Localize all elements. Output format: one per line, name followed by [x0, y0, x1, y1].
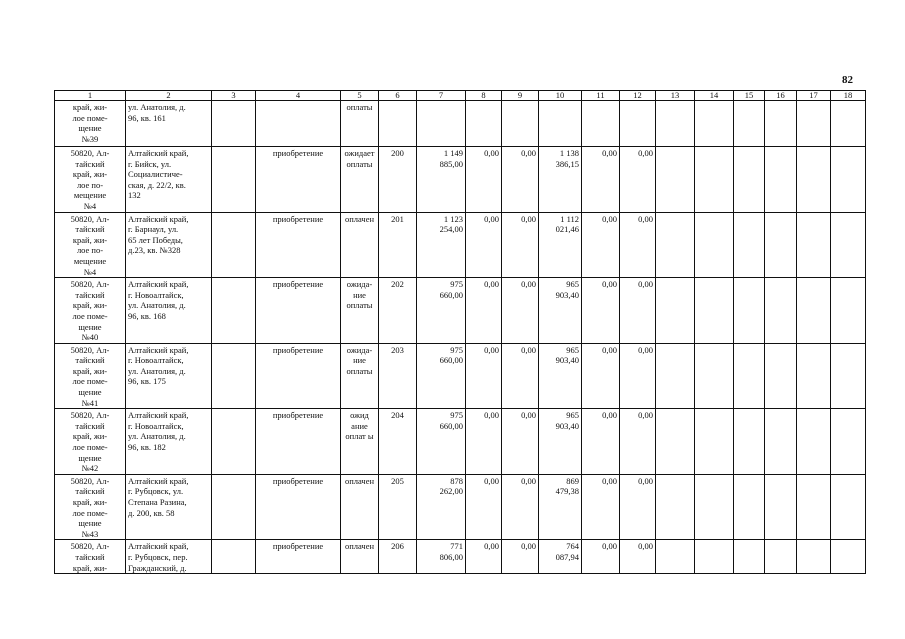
amount-cell: [417, 147, 466, 213]
cell-text: 0,00: [521, 344, 536, 355]
status-cell: [341, 212, 379, 278]
cell-text: Алтайский край, г. Бийск, ул. Социалистиче- ская, д. 22/2, кв. 132: [128, 148, 189, 201]
empty-cell: [695, 474, 734, 540]
amount-cell: [539, 212, 582, 278]
cell-text: ожида- ние оплаты: [346, 279, 373, 311]
operation-cell: [256, 343, 341, 409]
empty-cell: [797, 540, 831, 574]
cell-text: 0,00: [521, 475, 536, 486]
empty-cell: [831, 147, 866, 213]
empty-cell: [831, 540, 866, 574]
empty-cell: [656, 147, 695, 213]
cell-text: 965 903,40: [555, 279, 579, 300]
cell-text: 975 660,00: [439, 279, 463, 300]
cell-text: 1 149 885,00: [439, 148, 463, 169]
table-row: [55, 212, 866, 278]
cell-text: 0,00: [602, 410, 617, 421]
number-cell: [379, 101, 417, 147]
cell-text: 204: [391, 410, 404, 421]
column-header: 10: [539, 91, 582, 101]
empty-cell: [734, 147, 765, 213]
empty-cell: [734, 409, 765, 475]
cell-text: 0,00: [602, 344, 617, 355]
address-cell: [126, 540, 212, 574]
empty-cell: [212, 101, 256, 147]
value-cell: [582, 474, 620, 540]
cell-text: оплачен: [344, 213, 375, 224]
cell-text: 0,00: [602, 541, 617, 552]
status-cell: [341, 343, 379, 409]
cell-text: 0,00: [638, 344, 653, 355]
object-cell: [55, 147, 126, 213]
value-cell: [466, 212, 502, 278]
cell-text: 203: [391, 344, 404, 355]
cell-text: 205: [391, 475, 404, 486]
empty-cell: [765, 343, 797, 409]
empty-cell: [212, 409, 256, 475]
table-row: [55, 101, 866, 147]
value-cell: [502, 409, 539, 475]
cell-text: приобретение: [272, 279, 324, 290]
amount-cell: [539, 147, 582, 213]
empty-cell: [656, 343, 695, 409]
cell-text: Алтайский край, г. Новоалтайск, ул. Анатолия, д. 96, кв. 168: [128, 279, 189, 321]
empty-cell: [212, 540, 256, 574]
empty-cell: [831, 343, 866, 409]
cell-text: 0,00: [484, 213, 499, 224]
column-header: 2: [126, 91, 212, 101]
value-cell: [502, 343, 539, 409]
amount-cell: [417, 278, 466, 344]
cell-text: 0,00: [602, 475, 617, 486]
empty-cell: [656, 540, 695, 574]
column-header: 5: [341, 91, 379, 101]
empty-cell: [765, 147, 797, 213]
object-cell: [55, 540, 126, 574]
empty-cell: [734, 212, 765, 278]
cell-text: 0,00: [521, 279, 536, 290]
value-cell: [620, 474, 656, 540]
number-cell: [379, 147, 417, 213]
operation-cell: [256, 409, 341, 475]
cell-text: 50820, Ал- тайский край, жи- лое по- мещение №4: [70, 148, 110, 211]
value-cell: [582, 343, 620, 409]
cell-text: 0,00: [638, 475, 653, 486]
cell-text: 0,00: [484, 344, 499, 355]
object-cell: [55, 409, 126, 475]
value-cell: [502, 101, 539, 147]
cell-text: 1 138 386,15: [555, 148, 579, 169]
cell-text: 1 112 021,46: [555, 213, 579, 235]
cell-text: приобретение: [272, 410, 324, 421]
empty-cell: [831, 409, 866, 475]
empty-cell: [797, 147, 831, 213]
column-header: 15: [734, 91, 765, 101]
empty-cell: [734, 540, 765, 574]
registry-table: [54, 90, 866, 574]
empty-cell: [797, 212, 831, 278]
empty-cell: [212, 278, 256, 344]
address-cell: [126, 409, 212, 475]
amount-cell: [417, 474, 466, 540]
column-header: 16: [765, 91, 797, 101]
operation-cell: [256, 540, 341, 574]
cell-text: ожида- ние оплаты: [346, 344, 373, 376]
cell-text: Алтайский край, г. Новоалтайск, ул. Анатолия, д. 96, кв. 175: [128, 344, 189, 387]
empty-cell: [656, 212, 695, 278]
cell-text: Алтайский край, г. Барнаул, ул. 65 лет Победы, д.23, кв. №328: [128, 213, 189, 256]
empty-cell: [734, 278, 765, 344]
header-row: [55, 91, 866, 101]
value-cell: [620, 101, 656, 147]
value-cell: [582, 278, 620, 344]
empty-cell: [695, 212, 734, 278]
cell-text: 0,00: [638, 541, 653, 552]
empty-cell: [765, 474, 797, 540]
empty-cell: [212, 343, 256, 409]
object-cell: [55, 278, 126, 344]
operation-cell: [256, 212, 341, 278]
status-cell: [341, 278, 379, 344]
amount-cell: [539, 101, 582, 147]
cell-text: ожидает оплаты: [344, 148, 375, 169]
number-cell: [379, 212, 417, 278]
empty-cell: [765, 278, 797, 344]
cell-text: 0,00: [484, 475, 499, 486]
table-row: [55, 540, 866, 574]
table-row: [55, 147, 866, 213]
value-cell: [620, 409, 656, 475]
amount-cell: [417, 540, 466, 574]
cell-text: 50820, Ал- тайский край, жи- лое по- мещение №4: [70, 213, 110, 277]
cell-text: 0,00: [638, 148, 653, 158]
cell-text: 0,00: [484, 541, 499, 552]
cell-text: 0,00: [521, 410, 536, 421]
empty-cell: [656, 474, 695, 540]
cell-text: приобретение: [272, 344, 324, 355]
column-header: 11: [582, 91, 620, 101]
column-header: 3: [212, 91, 256, 101]
value-cell: [502, 212, 539, 278]
value-cell: [502, 540, 539, 574]
empty-cell: [695, 409, 734, 475]
operation-cell: [256, 474, 341, 540]
cell-text: Алтайский край, г. Рубцовск, ул. Степана Разина, д. 200, кв. 58: [128, 475, 189, 518]
amount-cell: [539, 540, 582, 574]
empty-cell: [695, 343, 734, 409]
cell-text: 0,00: [638, 410, 653, 421]
cell-text: 0,00: [638, 279, 653, 290]
cell-text: 50820, Ал- тайский край, жи- лое поме- щение №40: [70, 279, 110, 343]
value-cell: [620, 147, 656, 213]
value-cell: [620, 540, 656, 574]
address-cell: [126, 474, 212, 540]
value-cell: [582, 212, 620, 278]
empty-cell: [695, 540, 734, 574]
empty-cell: [831, 278, 866, 344]
page-number: 82: [842, 74, 853, 86]
cell-text: 0,00: [484, 410, 499, 421]
cell-text: 0,00: [602, 148, 617, 158]
cell-text: 965 903,40: [555, 410, 579, 431]
empty-cell: [656, 409, 695, 475]
cell-text: 50820, Ал- тайский край, жи-: [70, 541, 110, 573]
column-header: 14: [695, 91, 734, 101]
object-cell: [55, 101, 126, 147]
amount-cell: [539, 409, 582, 475]
empty-cell: [831, 474, 866, 540]
object-cell: [55, 474, 126, 540]
empty-cell: [212, 212, 256, 278]
cell-text: Алтайский край, г. Рубцовск, пер. Гражданский, д.: [128, 541, 189, 573]
cell-text: 869 479,38: [555, 475, 579, 497]
cell-text: оплачен: [344, 475, 375, 486]
empty-cell: [212, 474, 256, 540]
status-cell: [341, 147, 379, 213]
cell-text: 975 660,00: [439, 410, 463, 431]
cell-text: оплаты: [346, 102, 373, 112]
operation-cell: [256, 278, 341, 344]
value-cell: [466, 101, 502, 147]
status-cell: [341, 101, 379, 147]
empty-cell: [797, 278, 831, 344]
cell-text: ул. Анатолия, д. 96, кв. 161: [128, 102, 186, 123]
empty-cell: [734, 343, 765, 409]
cell-text: 878 262,00: [439, 475, 463, 497]
empty-cell: [797, 343, 831, 409]
address-cell: [126, 147, 212, 213]
empty-cell: [765, 212, 797, 278]
value-cell: [582, 101, 620, 147]
value-cell: [620, 212, 656, 278]
cell-text: 0,00: [484, 148, 499, 158]
empty-cell: [797, 409, 831, 475]
cell-text: 965 903,40: [555, 344, 579, 366]
amount-cell: [417, 343, 466, 409]
empty-cell: [734, 101, 765, 147]
column-header: 4: [256, 91, 341, 101]
empty-cell: [656, 278, 695, 344]
status-cell: [341, 474, 379, 540]
cell-text: приобретение: [272, 475, 324, 486]
cell-text: 0,00: [521, 213, 536, 224]
cell-text: ожид ание оплат ы: [345, 410, 374, 442]
empty-cell: [765, 409, 797, 475]
address-cell: [126, 101, 212, 147]
number-cell: [379, 278, 417, 344]
address-cell: [126, 278, 212, 344]
amount-cell: [539, 343, 582, 409]
amount-cell: [539, 278, 582, 344]
cell-text: 200: [391, 148, 404, 158]
column-header: 12: [620, 91, 656, 101]
cell-text: 202: [391, 279, 404, 290]
value-cell: [582, 409, 620, 475]
empty-cell: [734, 474, 765, 540]
value-cell: [620, 343, 656, 409]
amount-cell: [417, 212, 466, 278]
cell-text: оплачен: [344, 541, 375, 552]
number-cell: [379, 540, 417, 574]
value-cell: [466, 278, 502, 344]
column-header: 6: [379, 91, 417, 101]
cell-text: 0,00: [521, 541, 536, 552]
cell-text: приобретение: [272, 213, 324, 224]
cell-text: край, жи- лое поме- щение №39: [72, 102, 108, 144]
column-header: 17: [797, 91, 831, 101]
cell-text: 975 660,00: [439, 344, 463, 366]
value-cell: [466, 147, 502, 213]
cell-text: 0,00: [484, 279, 499, 290]
number-cell: [379, 409, 417, 475]
empty-cell: [765, 540, 797, 574]
column-header: 8: [466, 91, 502, 101]
operation-cell: [256, 147, 341, 213]
empty-cell: [765, 101, 797, 147]
column-header: 13: [656, 91, 695, 101]
cell-text: 764 087,94: [555, 541, 579, 562]
object-cell: [55, 212, 126, 278]
column-header: 9: [502, 91, 539, 101]
cell-text: приобретение: [272, 148, 324, 158]
amount-cell: [417, 409, 466, 475]
empty-cell: [656, 101, 695, 147]
address-cell: [126, 343, 212, 409]
empty-cell: [695, 147, 734, 213]
amount-cell: [417, 101, 466, 147]
column-header: 1: [55, 91, 126, 101]
empty-cell: [212, 147, 256, 213]
table-row: [55, 343, 866, 409]
cell-text: 50820, Ал- тайский край, жи- лое поме- щение №42: [70, 410, 110, 474]
value-cell: [582, 147, 620, 213]
column-header: 18: [831, 91, 866, 101]
cell-text: 771 806,00: [439, 541, 463, 562]
cell-text: 0,00: [602, 279, 617, 290]
value-cell: [502, 278, 539, 344]
column-header: 7: [417, 91, 466, 101]
amount-cell: [539, 474, 582, 540]
cell-text: 0,00: [638, 213, 653, 224]
table-row: [55, 409, 866, 475]
value-cell: [582, 540, 620, 574]
value-cell: [466, 409, 502, 475]
operation-cell: [256, 101, 341, 147]
cell-text: приобретение: [272, 541, 324, 552]
address-cell: [126, 212, 212, 278]
empty-cell: [797, 101, 831, 147]
value-cell: [466, 474, 502, 540]
table-row: [55, 474, 866, 540]
value-cell: [502, 474, 539, 540]
cell-text: 1 123 254,00: [439, 213, 463, 235]
empty-cell: [695, 101, 734, 147]
value-cell: [466, 540, 502, 574]
object-cell: [55, 343, 126, 409]
value-cell: [620, 278, 656, 344]
table-row: [55, 278, 866, 344]
cell-text: 0,00: [521, 148, 536, 158]
cell-text: 0,00: [602, 213, 617, 224]
number-cell: [379, 474, 417, 540]
cell-text: 201: [391, 213, 404, 224]
status-cell: [341, 409, 379, 475]
empty-cell: [695, 278, 734, 344]
empty-cell: [797, 474, 831, 540]
number-cell: [379, 343, 417, 409]
cell-text: 50820, Ал- тайский край, жи- лое поме- щение №43: [70, 475, 110, 539]
cell-text: Алтайский край, г. Новоалтайск, ул. Анатолия, д. 96, кв. 182: [128, 410, 189, 453]
empty-cell: [831, 101, 866, 147]
cell-text: 206: [391, 541, 404, 552]
empty-cell: [831, 212, 866, 278]
value-cell: [502, 147, 539, 213]
value-cell: [466, 343, 502, 409]
cell-text: 50820, Ал- тайский край, жи- лое поме- щение №41: [70, 344, 110, 408]
status-cell: [341, 540, 379, 574]
